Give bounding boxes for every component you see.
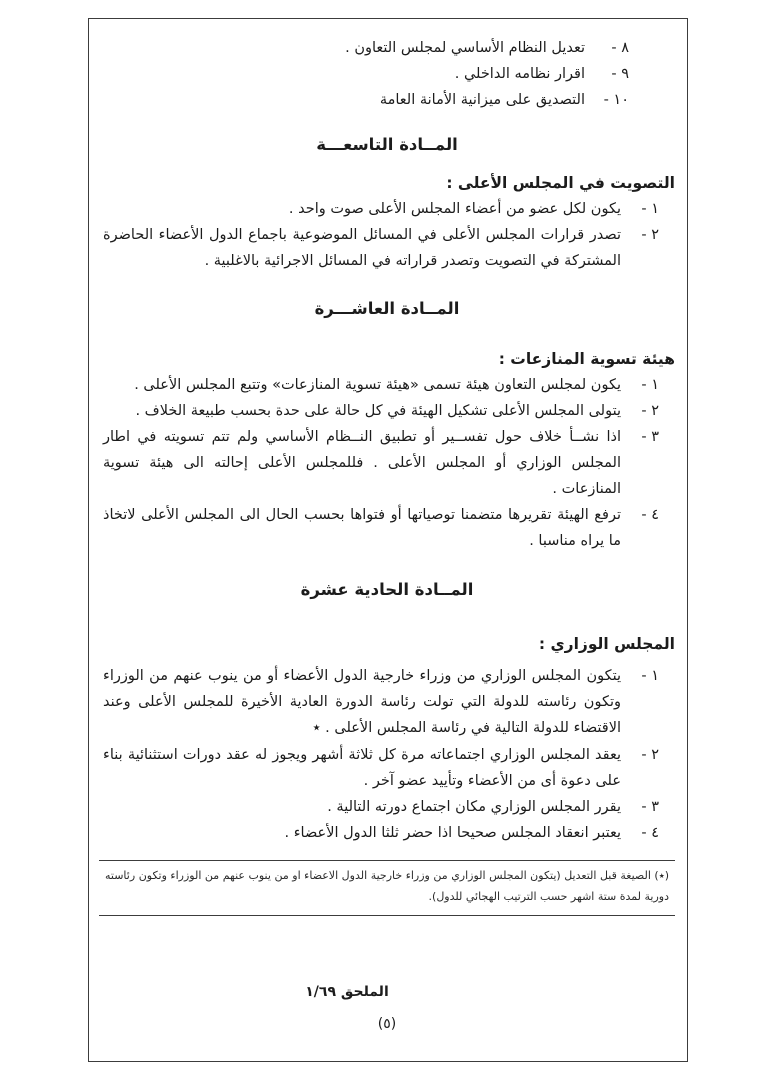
item-number: ١ - xyxy=(641,668,659,685)
article-ten-title: المــادة العاشـــرة xyxy=(314,298,460,318)
item-number: ٢ - xyxy=(641,227,659,244)
item-text: يعقد المجلس الوزاري اجتماعاته مرة كل ثلاثة أشهر ويجوز له عقد دورات استثنائية بناء على دعوة أى من الأعضاء وتأييد عضو آخر . xyxy=(103,746,621,789)
list-item xyxy=(101,424,659,502)
item-text: يكون لكل عضو من أعضاء المجلس الأعلى صوت واحد . xyxy=(288,201,621,218)
item-text: يتولى المجلس الأعلى تشكيل الهيئة في كل حالة على حدة بحسب طبيعة الخلاف . xyxy=(135,402,621,419)
item-text: يتكون المجلس الوزاري من وزراء خارجية الدول الأعضاء أو من ينوب عنهم من الوزراء وتكون رئاسته للدولة التي تولت رئاسة الدورة العادية الأخيرة للمجلس الأعلى وعند الاقتضاء للدولة التالية في رئاسة المجلس الأعلى . ٭ xyxy=(103,668,621,737)
article-ten-list xyxy=(101,372,659,555)
list-item xyxy=(101,196,659,222)
item-number: ٣ - xyxy=(641,428,659,445)
item-text: يقرر المجلس الوزاري مكان اجتماع دورته التالية . xyxy=(327,798,621,815)
item-text: ترفع الهيئة تقريرها متضمنا توصياتها أو فتواها بحسب الحال الى المجلس الأعلى لاتخاذ ما يراه مناسبا . xyxy=(103,507,621,550)
list-item xyxy=(101,502,659,554)
article-eleven-title: المــادة الحادية عشرة xyxy=(300,580,474,600)
list-item xyxy=(105,87,629,113)
list-item xyxy=(101,820,659,846)
item-number: ١٠ - xyxy=(603,92,629,109)
item-number: ٤ - xyxy=(641,824,659,841)
list-item xyxy=(101,794,659,820)
page-border-frame xyxy=(88,18,688,1062)
list-item xyxy=(101,222,659,274)
item-text: يكون لمجلس التعاون هيئة تسمى «هيئة تسوية المنازعات» وتتبع المجلس الأعلى . xyxy=(134,376,621,393)
annex-label: الملحق ١/٦٩ xyxy=(305,983,389,1000)
item-number: ٢ - xyxy=(641,402,659,419)
item-number: ٤ - xyxy=(641,507,659,524)
article-nine-title: المــادة التاسعـــة xyxy=(316,135,458,155)
item-text: اذا نشــأ خلاف حول تفســير أو تطبيق النــظام الأساسي ولم تتم تسويته في اطار المجلس الوزاري أو المجلس الأعلى . فللمجلس الأعلى إحالته الى هيئة تسوية المنازعات . xyxy=(103,428,621,497)
footnote: (٭) الصيغة قبل التعديل (يتكون المجلس الوزاري من وزراء خارجية الدول الاعضاء او من ينوب عنهم من الوزراء وتكون رئاسته دورية لمدة ستة اشهر حسب الترتيب الهجائي للدول). xyxy=(99,860,675,916)
article-eleven-list xyxy=(101,663,659,846)
item-text: تصدر قرارات المجلس الأعلى في المسائل الموضوعية باجماع الدول الأعضاء الحاضرة المشتركة في التصويت وتصدر قراراته في المسائل الاجرائية بالاغلبية . xyxy=(103,227,621,270)
item-number: ١ - xyxy=(641,201,659,218)
article-ten-heading: هيئة تسوية المنازعات : xyxy=(498,349,675,368)
item-text: التصديق على ميزانية الأمانة العامة xyxy=(379,92,585,109)
item-number: ٣ - xyxy=(641,798,659,815)
list-item xyxy=(105,35,629,61)
item-text: اقرار نظامه الداخلي . xyxy=(454,66,585,83)
item-number: ٨ - xyxy=(611,40,629,56)
list-item xyxy=(101,663,659,741)
item-number: ٩ - xyxy=(611,66,629,83)
article-nine-heading: التصويت في المجلس الأعلى : xyxy=(446,174,675,193)
item-number: ٢ - xyxy=(641,746,659,763)
list-item xyxy=(101,398,659,424)
article-nine-list xyxy=(101,196,659,274)
list-item xyxy=(101,742,659,794)
list-item xyxy=(101,372,659,398)
page-number: (٥) xyxy=(377,1015,397,1032)
list-item xyxy=(105,61,629,87)
item-text: يعتبر انعقاد المجلس صحيحا اذا حضر ثلثا الدول الأعضاء . xyxy=(284,824,621,841)
item-text: تعديل النظام الأساسي لمجلس التعاون . xyxy=(345,40,585,56)
top-continuation-list xyxy=(105,35,629,113)
article-eleven-heading: المجلس الوزاري : xyxy=(538,635,675,654)
item-number: ١ - xyxy=(641,376,659,393)
